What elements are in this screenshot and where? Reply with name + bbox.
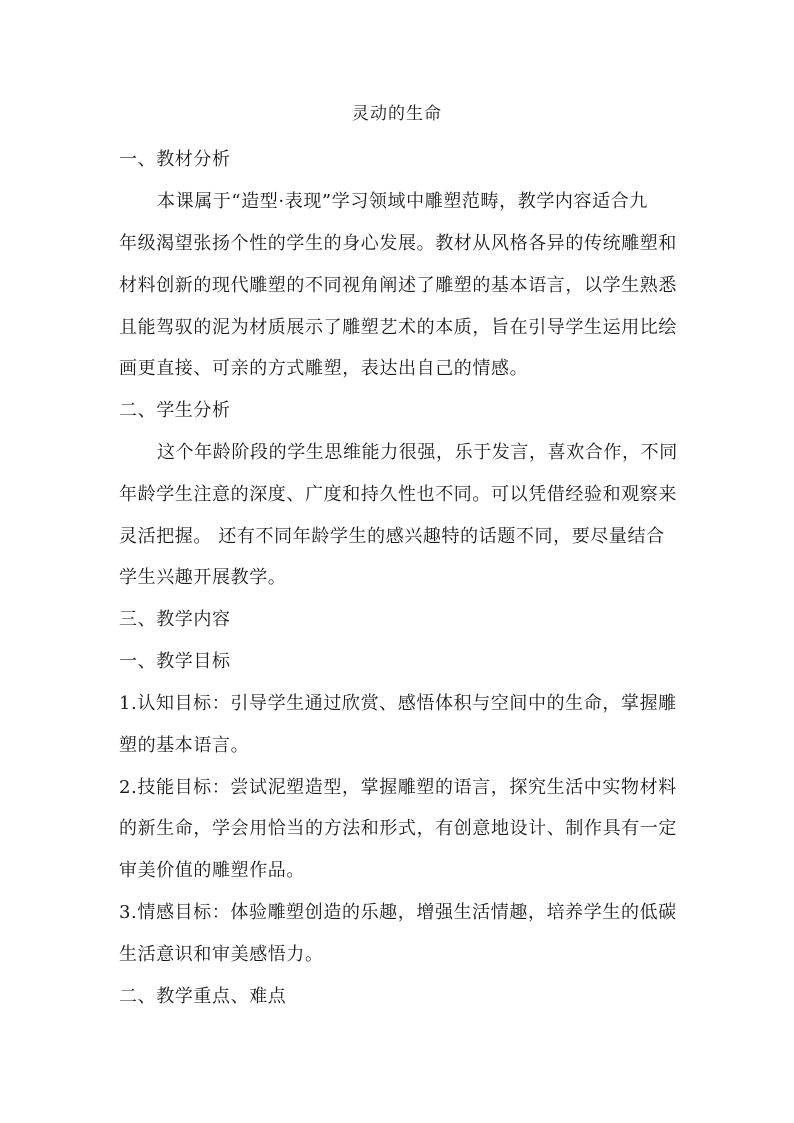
paragraph-line: 这个年龄阶段的学生思维能力很强，乐于发言，喜欢合作，不同 [157,442,678,463]
paragraph-line: 的新生命，学会用恰当的方法和形式，有创意地设计、制作具有一定 [119,818,677,839]
paragraph-line: 生活意识和审美感悟力。 [119,944,324,965]
section-heading: 一、教学目标 [119,651,231,672]
paragraph-line: 材料创新的现代雕塑的不同视角阐述了雕塑的基本语言，以学生熟悉 [119,275,677,296]
paragraph-line: 审美价值的雕塑作品。 [119,860,305,881]
paragraph-line: 年级渴望张扬个性的学生的身心发展。教材从风格各异的传统雕塑和 [119,233,677,254]
paragraph-line: 本课属于“造型·表现”学习领域中雕塑范畴，教学内容适合九 [157,191,648,212]
paragraph-line: 学生兴趣开展教学。 [119,567,287,588]
section-heading: 一、教材分析 [119,149,231,170]
paragraph-line: 画更直接、可亲的方式雕塑，表达出自己的情感。 [119,358,529,379]
paragraph-line: 3.情感目标：体验雕塑创造的乐趣，增强生活情趣，培养学生的低碳 [119,902,677,923]
section-heading: 二、教学重点、难点 [119,986,287,1007]
document-title: 灵动的生命 [352,104,442,124]
paragraph-line: 2.技能目标：尝试泥塑造型，掌握雕塑的语言，探究生活中实物材料 [119,777,677,798]
section-heading: 三、教学内容 [119,609,231,630]
paragraph-line: 年龄学生注意的深度、广度和持久性也不同。可以凭借经验和观察来 [119,484,677,505]
section-heading: 二、学生分析 [119,400,231,421]
paragraph-line: 且能驾驭的泥为材质展示了雕塑艺术的本质，旨在引导学生运用比绘 [119,317,677,338]
paragraph-line: 塑的基本语言。 [119,735,250,756]
paragraph-line: 1.认知目标：引导学生通过欣赏、感悟体积与空间中的生命，掌握雕 [119,693,677,714]
paragraph-line: 灵活把握。 还有不同年龄学生的感兴趣特的话题不同，要尽量结合 [119,526,665,547]
